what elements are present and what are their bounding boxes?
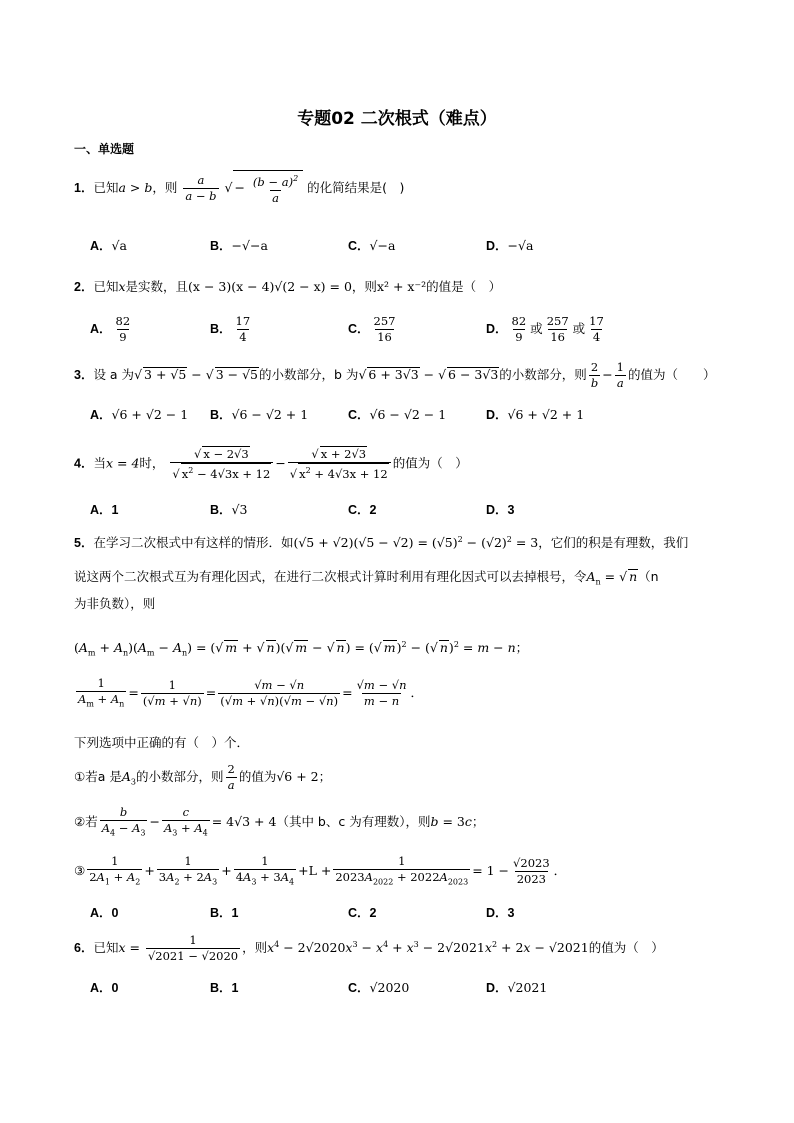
option-b[interactable]: B．1 [210, 981, 239, 995]
question-5-line-2: 说这两个二次根式互为有理化因式，在进行二次根式计算时利用有理化因式可以去掉根号，令$A_n$ = √ n（n [74, 569, 659, 587]
option-b[interactable]: B．√3 [210, 502, 248, 517]
question-6: 6．已知x = $\frac{1}{√2021 - √2020}$ ，则$x^4 - 2√2020x^3 - x^4 + x^3 - 2√2021x^2 + 2x - √2021$的值为（ ） [74, 933, 664, 963]
question-5-select: 下列选项中正确的有（ ）个． [74, 735, 250, 750]
option-a[interactable]: A．√6 + √2 − 1 [90, 407, 189, 422]
option-a[interactable]: A．0 [90, 981, 119, 995]
question-3: 3．设 a 为√ 3 + √5 − √ 3 − √5的小数部分，b 为√ 6 + 3√3 − √ 6 − 3√3的小数部分，则 $\frac{2}{b}$ − $\frac{1}{a}$ 的值为（ ） [74, 360, 716, 390]
option-c[interactable]: C．2 [348, 503, 377, 517]
question-4: 4．当x = 4时， $\frac{√ x - 2√3}{√ x^2 - 4√3x + 12}$ − $\frac{√ x + 2√3}{√ x^2 + 4√3x + 12}$ 的值为（ ） [74, 447, 468, 481]
option-c[interactable]: C． $\frac{257}{16}$ [348, 314, 396, 344]
question-1: 1．已知a > b，则 $\frac{a}{a - b}$ √− $\frac{(b - a)^2}{a}$ 的化简结果是( ) [74, 170, 404, 206]
option-d[interactable]: D． $\frac{82}{9}$ 或 $\frac{257}{16}$ 或 $\frac{17}{4}$ [486, 314, 604, 344]
question-5-item-3: ③ $\frac{1}{2A_1 + A_2}$ + $\frac{1}{3A_2 + 2A_3}$ + $\frac{1}{4A_3 + 3A_4}$ +L + $\frac{1}{2023A_{2022} + 2022A_{2023}}$ = 1 − $\frac{√2023}{2023}$ ． [74, 854, 566, 889]
question-5-line-3: 为非负数），则 [74, 596, 156, 611]
option-c[interactable]: C．2 [348, 906, 377, 920]
option-d[interactable]: D．3 [486, 906, 515, 920]
option-d[interactable]: D．√6 + √2 + 1 [486, 407, 585, 422]
option-d[interactable]: D．3 [486, 503, 515, 517]
page-title: 专题02 二次根式（难点） [297, 109, 497, 129]
option-d[interactable]: D．√2021 [486, 980, 548, 995]
option-b[interactable]: B．√6 − √2 + 1 [210, 407, 309, 422]
section-heading: 一、单选题 [74, 142, 135, 156]
option-d[interactable]: D．−√a [486, 238, 534, 253]
option-c[interactable]: C．√6 − √2 − 1 [348, 407, 447, 422]
question-2: 2．已知x是实数，且(x − 3)(x − 4)√(2 − x) = 0，则x² + x⁻²的值是（ ） [74, 279, 502, 294]
question-5-formula-2: $\frac{1}{A_m + A_n}$ = $\frac{1}{(√m + √n)}$ = $\frac{√m - √n}{(√m + √n)(√m - √n)}$ = $\frac{√m - √n}{m - n}$ ． [74, 676, 423, 711]
option-b[interactable]: B． $\frac{17}{4}$ [210, 314, 251, 344]
question-number: 1． [74, 180, 94, 195]
option-a[interactable]: A．1 [90, 503, 119, 517]
question-5-item-1: ①若a 是$A_3$的小数部分，则 $\frac{2}{a}$ 的值为√6 + 2； [74, 762, 332, 792]
option-a[interactable]: A．√a [90, 238, 127, 253]
option-b[interactable]: B．1 [210, 906, 239, 920]
option-a[interactable]: A．0 [90, 906, 119, 920]
question-5-formula-1: $(A_m + A_n)(A_m - A_n)$ = (√ m + √ n)(√ m − √ n) = (√ m)$^2$ − (√ n)$^2$ = m − n； [74, 639, 529, 658]
option-a[interactable]: A． $\frac{82}{9}$ [90, 314, 131, 344]
option-c[interactable]: C．√2020 [348, 980, 410, 995]
question-5-item-2: ②若 $\frac{b}{A_4 - A_3}$ − $\frac{c}{A_3 + A_4}$ = 4√3 + 4（其中 b、c 为有理数），则b = 3c； [74, 805, 484, 840]
question-5: 5．在学习二次根式中有这样的情形．如$(√5 + √2)(√5 - √2) = (√5)^2 - (√2)^2 = 3$，它们的积是有理数，我们 [74, 534, 689, 550]
option-c[interactable]: C．√−a [348, 238, 396, 253]
option-b[interactable]: B．−√−a [210, 238, 268, 253]
